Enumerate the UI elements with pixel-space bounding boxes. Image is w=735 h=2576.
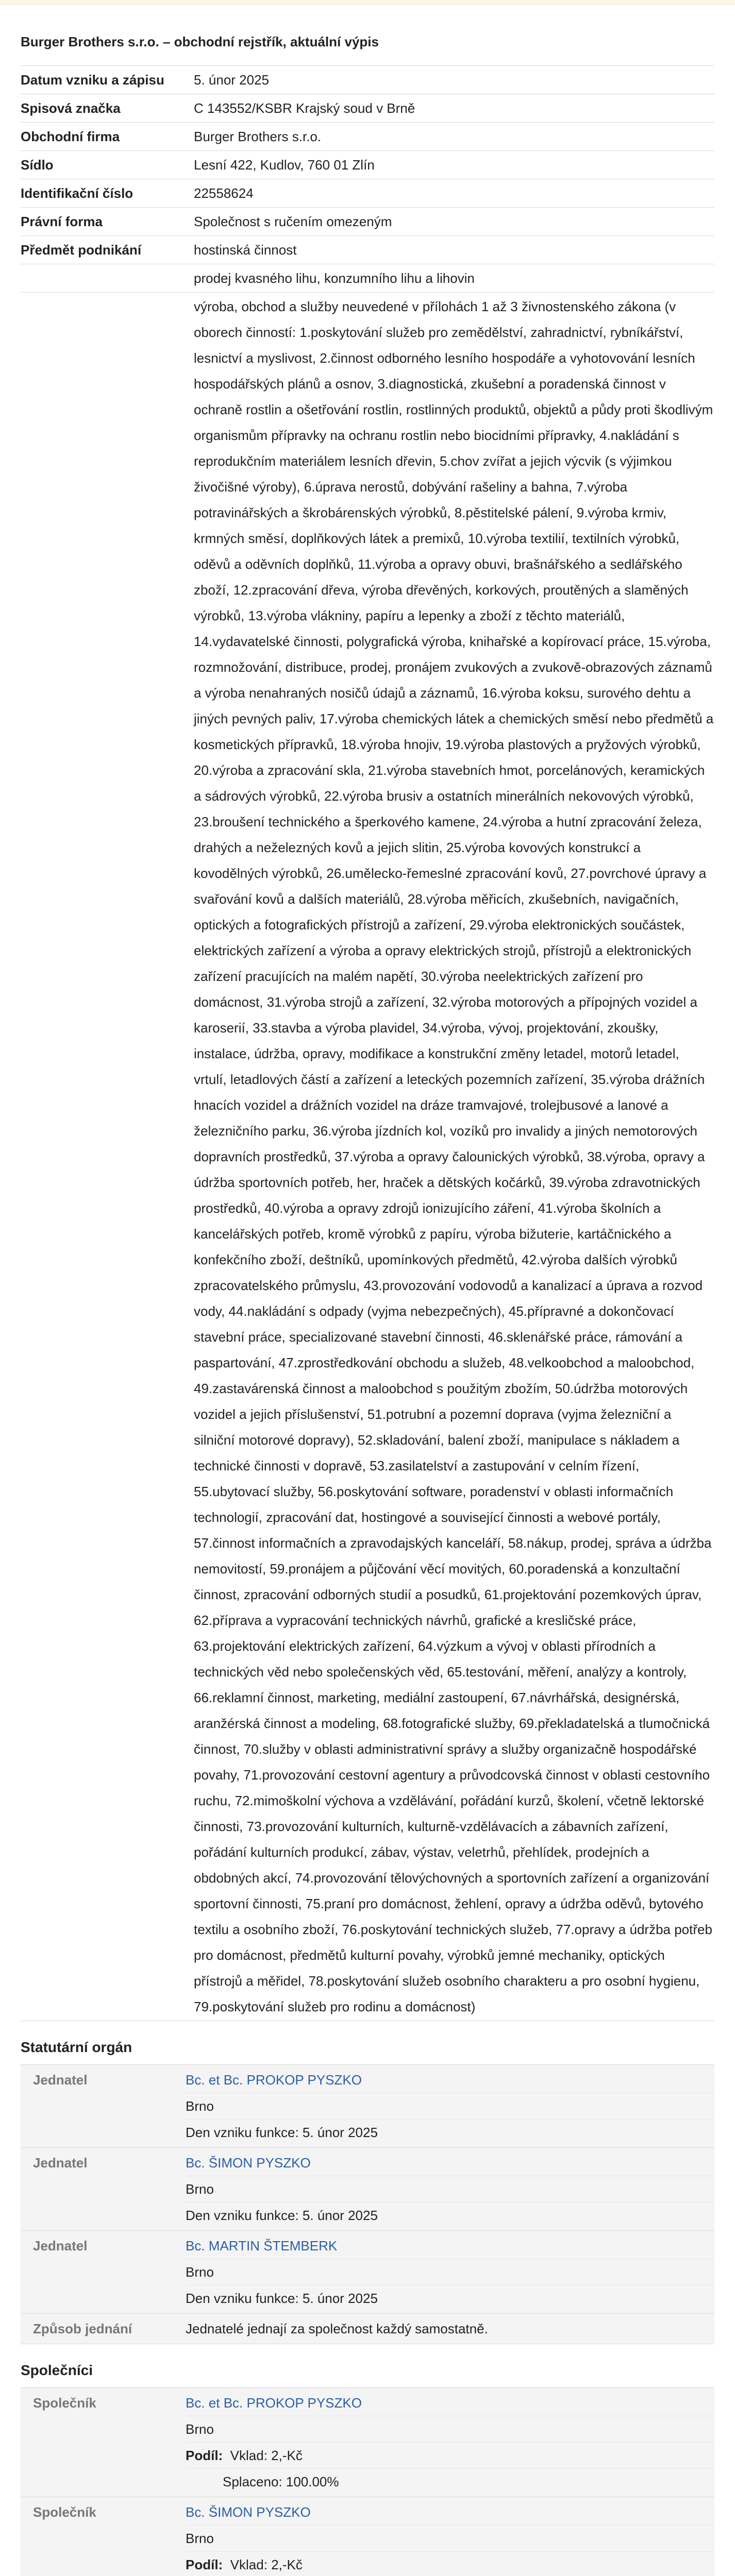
predmet-item: prodej kvasného lihu, konzumního lihu a lihovin — [194, 264, 714, 293]
role-label: Společník — [33, 2504, 96, 2520]
person-city: Brno — [186, 2093, 714, 2119]
row-spisova-znacka — [21, 94, 714, 123]
row-ico — [21, 179, 714, 208]
row-label: Spisová značka — [21, 94, 194, 123]
role-label: Jednatel — [33, 2155, 88, 2171]
row-value: Lesní 422, Kudlov, 760 01 Zlín — [194, 151, 714, 179]
row-value: 22558624 — [194, 179, 714, 208]
function-since: Den vzniku funkce: 5. únor 2025 — [186, 2119, 714, 2145]
person-link[interactable]: Bc. ŠIMON PYSZKO — [186, 2504, 311, 2520]
person-city: Brno — [186, 2416, 714, 2442]
podil-label: Podíl: — [186, 2557, 223, 2572]
statutarni-organ-title: Statutární orgán — [21, 2021, 714, 2064]
spolecnik-block — [21, 2387, 714, 2497]
row-label: Právní forma — [21, 208, 194, 236]
function-since: Den vzniku funkce: 5. únor 2025 — [186, 2202, 714, 2228]
row-label: Obchodní firma — [21, 123, 194, 151]
top-rule — [0, 0, 735, 5]
row-obchodni-firma — [21, 123, 714, 151]
function-since: Den vzniku funkce: 5. únor 2025 — [186, 2285, 714, 2311]
row-value: Burger Brothers s.r.o. — [194, 123, 714, 151]
row-predmet-3 — [21, 293, 714, 2021]
person-link[interactable]: Bc. MARTIN ŠTEMBERK — [186, 2238, 338, 2253]
row-label: Datum vzniku a zápisu — [21, 66, 194, 94]
row-value: 5. únor 2025 — [194, 66, 714, 94]
zpusob-jednani-value: Jednatelé jednají za společnost každý samostatně. — [186, 2321, 488, 2336]
row-value: C 143552/KSBR Krajský soud v Brně — [194, 94, 714, 123]
person-link[interactable]: Bc. et Bc. PROKOP PYSZKO — [186, 2395, 362, 2411]
splaceno-value: Splaceno: 100.00% — [186, 2468, 714, 2495]
person-city: Brno — [186, 2176, 714, 2202]
vklad-value: Vklad: 2,-Kč — [230, 2448, 303, 2463]
role-label: Jednatel — [33, 2072, 88, 2088]
jednatel-block — [21, 2064, 714, 2147]
zpusob-jednani-label: Způsob jednání — [33, 2321, 132, 2336]
page-title: Burger Brothers s.r.o. – obchodní rejstřík, aktuální výpis — [21, 34, 379, 49]
person-city: Brno — [186, 2525, 714, 2551]
row-label: Předmět podnikání — [21, 236, 194, 264]
zpusob-jednani-block — [21, 2313, 714, 2344]
person-link[interactable]: Bc. et Bc. PROKOP PYSZKO — [186, 2072, 362, 2088]
jednatel-block — [21, 2147, 714, 2230]
role-label: Jednatel — [33, 2238, 88, 2253]
vklad-value: Vklad: 2,-Kč — [230, 2557, 303, 2572]
spolecnici-title: Společníci — [21, 2344, 714, 2387]
podil-label: Podíl: — [186, 2448, 223, 2463]
person-city: Brno — [186, 2259, 714, 2285]
row-datum-vzniku — [21, 66, 714, 94]
row-pravni-forma — [21, 208, 714, 236]
row-predmet-1 — [21, 236, 714, 264]
predmet-item: hostinská činnost — [194, 236, 714, 264]
row-value: Společnost s ručením omezeným — [194, 208, 714, 236]
row-sidlo — [21, 151, 714, 179]
jednatel-block — [21, 2230, 714, 2313]
spolecnik-block — [21, 2497, 714, 2576]
person-link[interactable]: Bc. ŠIMON PYSZKO — [186, 2155, 311, 2171]
predmet-body: výroba, obchod a služby neuvedené v přílohách 1 až 3 živnostenského zákona (v oborech činností: 1.poskytování služeb pro zemědělství, zahradnictví, rybníkářství, lesnictví a myslivost, 2.činnost odborného lesního hospodáře a vyhotovování lesních hospodářských plánů a osnov, 3.diagnostická, zkušební a poradenská činnost v ochraně rostlin a ošetřování rostlin, rostlinných produktů, objektů a půdy proti škodlivým organismům přípravky na ochranu rostlin nebo biocidními přípravky, 4.nakládání s reprodukčním materiálem lesních dřevin, 5.chov zvířat a jejich výcvik (s výjimkou živočišné výroby), 6.úprava nerostů, dobývání rašeliny a bahna, 7.výroba potravinářských a škrobárenských výrobků, 8.pěstitelské pálení, 9.výroba krmiv, krmných směsí, doplňkových látek a premixů, 10.výroba textilií, textilních výrobků, oděvů a oděvních doplňků, 11.výroba a opravy obuvi, brašnářského a sedlářského zboží, 12.zpracování dřeva, výroba dřevěných, korkových, proutěných a slaměných výrobků, 13.výroba vlákniny, papíru a lepenky a zboží z těchto materiálů, 14.vydavatelské činnosti, polygrafická výroba, knihařské a kopírovací práce, 15.výroba, rozmnožování, distribuce, prodej, pronájem zvukových a zvukově-obrazových záznamů a výroba nenahraných nosičů údajů a záznamů, 16.výroba koksu, surového dehtu a jiných pevných paliv, 17.výroba chemických látek a chemických směsí nebo předmětů a kosmetických přípravků, 18.výroba hnojiv, 19.výroba plastových a pryžových výrobků, 20.výroba a zpracování skla, 21.výroba stavebních hmot, porcelánových, keramických a sádrových výrobků, 22.výroba brusiv a ostatních minerálních nekovových výrobků, 23.broušení technického a šperkového kamene, 24.výroba a hutní zpracování železa, drahých a neželezných kovů a jejich slitin, 25.výroba kovových konstrukcí a kovodělných výrobků, 26.umělecko-řemeslné zpracování kovů, 27.povrchové úpravy a svařování kovů a dalších materiálů, 28.výroba měřicích, zkušebních, navigačních, optických a fotografických přístrojů a zařízení, 29.výroba elektronických součástek, elektrických zařízení a výroba a opravy elektrických strojů, přístrojů a elektronických zařízení pracujících na malém napětí, 30.výroba neelektrických zařízení pro domácnost, 31.výroba strojů a zařízení, 32.výroba motorových a přípojných vozidel a karoserií, 33.stavba a výroba plavidel, 34.výroba, vývoj, projektování, zkoušky, instalace, údržba, opravy, modifikace a konstrukční změny letadel, motorů letadel, vrtulí, letadlových částí a zařízení a leteckých pozemních zařízení, 35.výroba drážních hnacích vozidel a drážních vozidel na dráze tramvajové, trolejbusové a lanové a železničního parku, 36.výroba jízdních kol, vozíků pro invalidy a jiných nemotorových dopravních prostředků, 37.výroba a opravy čalounických výrobků, 38.výroba, opravy a údržba sportovních potřeb, her, hraček a dětských kočárků, 39.výroba zdravotnických prostředků, 40.výroba a opravy zdrojů ionizujícího záření, 41.výroba školních a kancelářských potřeb, kromě výrobků z papíru, výroba bižuterie, kartáčnického a konfekčního zboží, deštníků, upomínkových předmětů, 42.výroba dalších výrobků zpracovatelského průmyslu, 43.provozování vodovodů a kanalizací a úprava a rozvod vody, 44.nakládání s odpady (vyjma nebezpečných), 45.přípravné a dokončovací stavební práce, specializované stavební činnosti, 46.sklenářské práce, rámování a paspartování, 47.zprostředkování obchodu a služeb, 48.velkoobchod a maloobchod, 49.zastavárenská činnost a maloobchod s použitým zbožím, 50.údržba motorových vozidel a jejich příslušenství, 51.potrubní a pozemní doprava (vyjma železniční a silniční motorové dopravy), 52.skladování, balení zboží, manipulace s nákladem a technické činnosti v dopravě, 53.zasilatelství a zastupování v celním řízení, 55.ubytovací služby, 56.poskytování software, poradenství v oblasti informačních technologií, zpracování dat, hostingové a související činnosti a webové portály, 57.činnost informačních a zpravodajských kanceláří, 58.nákup, prodej, správa a údržba nemovitostí, 59.pronájem a půjčování věcí movitých, 60.poradenská a konzultační činnost, zpracování odborných studií a posudků, 61.projektování pozemkových úprav, 62.příprava a vypracování technických návrhů, grafické a kresličské práce, 63.projektování elektrických zařízení, 64.výzkum a vývoj v oblasti přírodních a technických věd nebo společenských věd, 65.testování, měření, analýzy a kontroly, 66.reklamní činnost, marketing, mediální zastoupení, 67.návrhářská, designérská, aranžérská činnost a modeling, 68.fotografické služby, 69.překladatelská a tlumočnická činnost, 70.služby v oblasti administrativní správy a služby organizačně hospodářské povahy, 71.provozování cestovní agentury a průvodcovská činnost v oblasti cestovního ruchu, 72.mimoškolní výchova a vzdělávání, pořádání kurzů, školení, včetně lektorské činnosti, 73.provozování kulturních, kulturně-vzdělávacích a zábavních zařízení, pořádání kulturních produkcí, zábav, výstav, veletrhů, přehlídek, prodejních a obdobných akcí, 74.provozování tělovýchovných a sportovních zařízení a organizování sportovní činnosti, 75.praní pro domácnost, žehlení, opravy a údržba oděvů, bytového textilu a osobního zboží, 76.poskytování technických služeb, 77.opravy a údržba potřeb pro domácnost, předmětů kulturní povahy, výrobků jemné mechaniky, optických přístrojů a měřidel, 78.poskytování služeb osobního charakteru a pro osobní hygienu, 79.poskytování služeb pro rodinu a domácnost) — [194, 293, 714, 2021]
row-predmet-2 — [21, 264, 714, 293]
role-label: Společník — [33, 2395, 96, 2411]
row-label: Identifikační číslo — [21, 179, 194, 208]
row-label: Sídlo — [21, 151, 194, 179]
register-table — [21, 65, 714, 2021]
